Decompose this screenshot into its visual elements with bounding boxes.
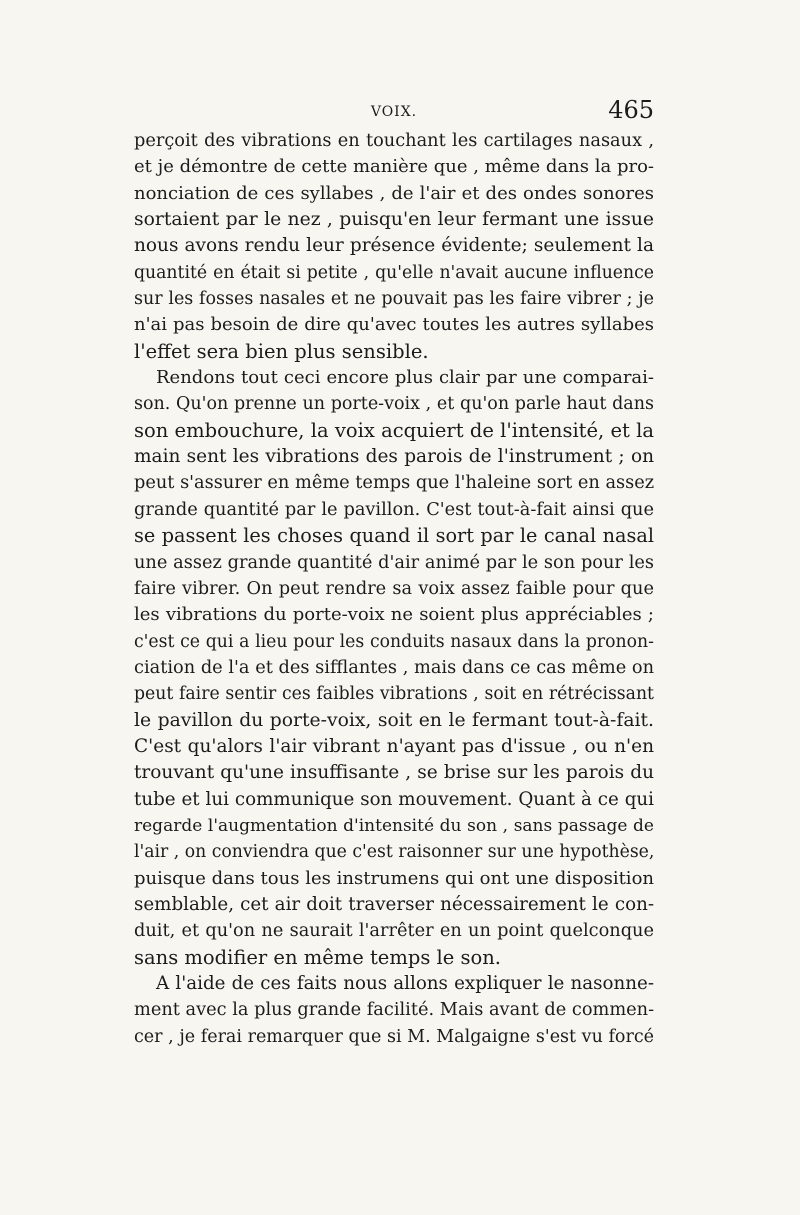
text-line: et je démontre de cette manière que , même dans la pro-: [134, 156, 654, 178]
text-line: peut s'assurer en même temps que l'haleine sort en assez: [134, 473, 655, 494]
text-line: n'ai pas besoin de dire qu'avec toutes les autres syllabes: [134, 314, 654, 336]
text-line: C'est qu'alors l'air vibrant n'ayant pas d'issue , ou n'en: [134, 735, 654, 757]
text-line: semblable, cet air doit traverser nécessairement le con-: [134, 893, 654, 915]
page-number: 465: [608, 96, 654, 124]
text-line: nous avons rendu leur présence évidente; seulement la: [134, 235, 654, 257]
text-line: peut faire sentir ces faibles vibrations , soit en rétrécissant: [134, 684, 654, 705]
text-line: une assez grande quantité d'air animé par le son pour les: [134, 552, 654, 573]
text-line: l'effet sera bien plus sensible.: [134, 339, 429, 363]
text-line: puisque dans tous les instrumens qui ont une disposition: [134, 867, 654, 889]
text-line: nonciation de ces syllabes , de l'air et des ondes sonores: [134, 182, 654, 204]
text-line: grande quantité par le pavillon. C'est tout-à-fait ainsi que: [134, 499, 654, 520]
text-line: sortaient par le nez , puisqu'en leur fermant une issue: [134, 209, 654, 231]
text-line: perçoit des vibrations en touchant les cartilages nasaux ,: [134, 131, 654, 151]
text-line: faire vibrer. On peut rendre sa voix assez faible pour que: [134, 578, 654, 599]
text-line: se passent les choses quand il sort par le canal nasal: [134, 524, 654, 548]
text-line: A l'aide de ces faits nous allons expliquer le nasonne-: [156, 973, 654, 994]
text-line: tube et lui communique son mouvement. Quant à ce qui: [134, 788, 654, 810]
text-line: c'est ce qui a lieu pour les conduits nasaux dans la pronon-: [134, 631, 654, 652]
body-text: [134, 128, 654, 1050]
text-line: Rendons tout ceci encore plus clair par une comparai-: [156, 367, 654, 389]
text-line: cer , je ferai remarquer que si M. Malgaigne s'est vu forcé: [134, 1026, 654, 1047]
text-line: le pavillon du porte-voix, soit en le fermant tout-à-fait.: [134, 709, 654, 731]
running-title: VOIX.: [370, 104, 418, 120]
text-line: main sent les vibrations des parois de l'instrument ; on: [134, 446, 654, 468]
text-line: son. Qu'on prenne un porte-voix , et qu'on parle haut dans: [134, 394, 654, 415]
text-line: quantité en était si petite , qu'elle n'avait aucune influence: [134, 262, 654, 283]
text-line: son embouchure, la voix acquiert de l'intensité, et la: [134, 418, 654, 442]
text-line: l'air , on conviendra que c'est raisonner sur une hypothèse,: [134, 842, 655, 863]
text-line: ment avec la plus grande facilité. Mais avant de commen-: [134, 1000, 655, 1021]
text-line: regarde l'augmentation d'intensité du son , sans passage de: [134, 815, 654, 836]
text-line: les vibrations du porte-voix ne soient plus appréciables ;: [134, 604, 654, 626]
text-line: sur les fosses nasales et ne pouvait pas les faire vibrer ; je: [134, 289, 654, 310]
text-line: duit, et qu'on ne saurait l'arrêter en un point quelconque: [134, 921, 654, 942]
text-line: trouvant qu'une insuffisante , se brise sur les parois du: [134, 762, 654, 784]
text-line: sans modifier en même temps le son.: [134, 945, 502, 969]
running-head: [134, 96, 654, 126]
text-line: ciation de l'a et des sifflantes , mais dans ce cas même on: [134, 657, 654, 678]
